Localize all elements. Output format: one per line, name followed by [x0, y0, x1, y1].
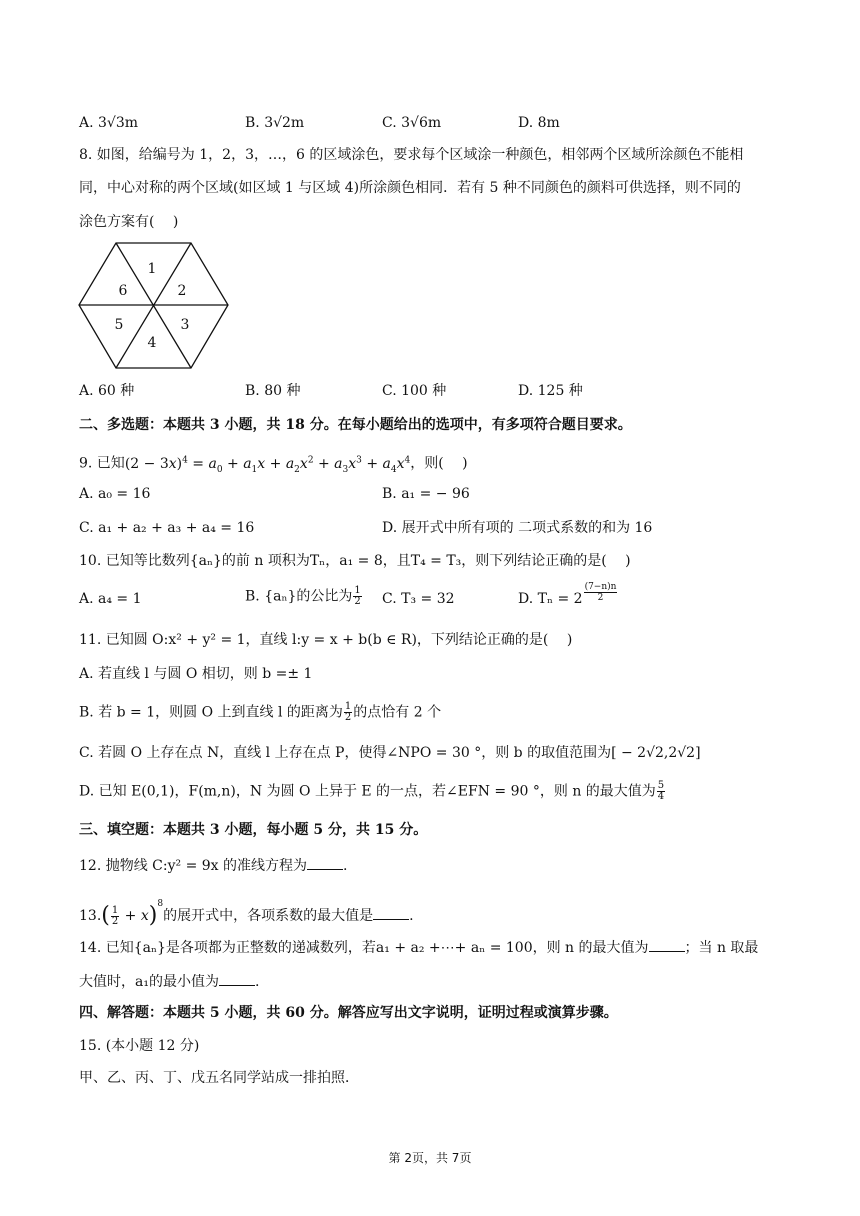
q11-option-c: C. 若圆 O 上存在点 N，直线 l 上存在点 P，使得∠NPO = 30 °，则 b 的取值范围为[ − 2√2,2√2]: [79, 745, 701, 761]
region-2-label: 2: [177, 283, 187, 299]
q10-option-b: B. {aₙ}的公比为 $\frac{1}{2}$: [245, 585, 361, 607]
q10-option-d-text: D. Tₙ = 2: [518, 591, 583, 607]
q9-option-c: C. a₁ + a₂ + a₃ + a₄ = 16: [79, 520, 255, 536]
q9-option-d: D. 展开式中所有项的 二项式系数的和为 16: [382, 520, 653, 536]
q13-period: .: [409, 908, 414, 924]
q7-option-a: A. 3√3m: [79, 115, 139, 131]
q14-line2-suffix: .: [254, 974, 260, 990]
q10-stem: 10. 已知等比数列{aₙ}的前 n 项积为Tₙ，a₁ = 8，且T₄ = T₃，则下列结论正确的是( ): [79, 553, 631, 569]
q9-formula: $(2 - 3x)^4 = a_0 + a_1x + a_2x^2 + a_3x^3 + a_4x^4$: [124, 455, 411, 475]
region-1-label: 1: [147, 261, 157, 277]
q9-option-a: A. a₀ = 16: [79, 486, 151, 502]
section-3-heading: 三、填空题：本题共 3 小题，每小题 5 分，共 15 分。: [79, 822, 428, 838]
q13-stem: 13.( $\frac{1}{2}$ + x)$^8$的展开式中，各项系数的最大值是 .: [79, 899, 414, 928]
q14-line2-text: 大值时，a₁的最小值为: [79, 974, 219, 990]
q15-text: 甲、乙、丙、丁、戊五名同学站成一排拍照．: [79, 1070, 359, 1086]
q10-option-a: A. a₄ = 1: [79, 591, 142, 607]
q14-answer-blank-2: [219, 971, 255, 986]
q9-option-b: B. a₁ = − 96: [382, 486, 470, 502]
q14-line1: [79, 937, 758, 958]
q8-option-c: C. 100 种: [382, 383, 447, 399]
region-3-label: 3: [180, 317, 190, 333]
q11-option-b: B. 若 b = 1，则圆 O 上到直线 l 的距离为 $\frac{1}{2}$ 的点恰有 2 个: [79, 701, 442, 723]
q14-line1-suffix: ；当 n 取最: [684, 940, 759, 956]
q7-option-c: C. 3√6m: [382, 115, 442, 131]
q8-stem-line3: 涂色方案有( ): [79, 214, 179, 230]
q13-text: 的展开式中，各项系数的最大值是: [163, 908, 374, 924]
q8-stem-line1: 8. 如图，给编号为 1，2，3，…，6 的区域涂色，要求每个区域涂一种颜色，相邻两个区域所涂颜色不能相: [79, 147, 744, 163]
q15-title: 15. (本小题 12 分): [79, 1038, 200, 1054]
q10-option-c: C. T₃ = 32: [382, 591, 455, 607]
region-5-label: 5: [114, 317, 124, 333]
q10-option-b-text: B. {aₙ}的公比为: [245, 588, 353, 605]
q11-option-b-suffix: 的点恰有 2 个: [353, 704, 442, 721]
q9-stem-prefix: 9. 已知: [79, 455, 125, 472]
q8-option-b: B. 80 种: [245, 383, 301, 399]
q10-option-d: D. Tₙ = 2 $\frac{(7-n)n}{2}$: [518, 582, 617, 607]
q11-option-d-text: D. 已知 E(0,1)，F(m,n)，N 为圆 O 上异于 E 的一点，若∠EFN = 90 °，则 n 的最大值为: [79, 783, 656, 800]
q11-option-d: D. 已知 E(0,1)，F(m,n)，N 为圆 O 上异于 E 的一点，若∠EFN = 90 °，则 n 的最大值为 $\frac{5}{4}$: [79, 780, 665, 802]
q13-number: 13.: [79, 908, 102, 924]
q12-answer-blank: [307, 855, 343, 870]
q12-stem: [79, 855, 347, 876]
region-6-label: 6: [118, 283, 128, 299]
section-4-heading: 四、解答题：本题共 5 小题，共 60 分。解答应写出文字说明，证明过程或演算步骤。: [79, 1005, 618, 1021]
hexagon-figure: [76, 238, 232, 376]
q8-stem-line2: 同，中心对称的两个区域(如区域 1 与区域 4)所涂颜色相同．若有 5 种不同颜色的颜料可供选择，则不同的: [79, 180, 741, 196]
q11-option-a: A. 若直线 l 与圆 O 相切，则 b =± 1: [79, 666, 313, 682]
q12-text: 12. 抛物线 C:y² = 9x 的准线方程为: [79, 858, 307, 874]
q8-option-a: A. 60 种: [79, 383, 135, 399]
section-2-heading: 二、多选题：本题共 3 小题，共 18 分。在每小题给出的选项中，有多项符合题目要求。: [79, 417, 632, 433]
q7-option-b: B. 3√2m: [245, 115, 305, 131]
q8-option-d: D. 125 种: [518, 383, 583, 399]
q9-stem-suffix: ，则( ): [410, 455, 468, 472]
q13-answer-blank: [373, 905, 409, 920]
q9-stem: [79, 450, 468, 479]
q7-option-d: D. 8m: [518, 115, 560, 131]
q11-stem: 11. 已知圆 O:x² + y² = 1，直线 l:y = x + b(b ∈ R)，下列结论正确的是( ): [79, 632, 573, 648]
q12-period: .: [343, 858, 348, 874]
page-footer: 第 2页，共 7页: [388, 1151, 472, 1165]
q14-answer-blank-1: [649, 937, 685, 952]
q14-line2: [79, 971, 259, 992]
region-4-label: 4: [147, 335, 157, 351]
q11-option-b-prefix: B. 若 b = 1，则圆 O 上到直线 l 的距离为: [79, 704, 343, 721]
q14-line1-text: 14. 已知{aₙ}是各项都为正整数的递减数列，若a₁ + a₂ +⋯+ aₙ = 100，则 n 的最大值为: [79, 940, 649, 956]
